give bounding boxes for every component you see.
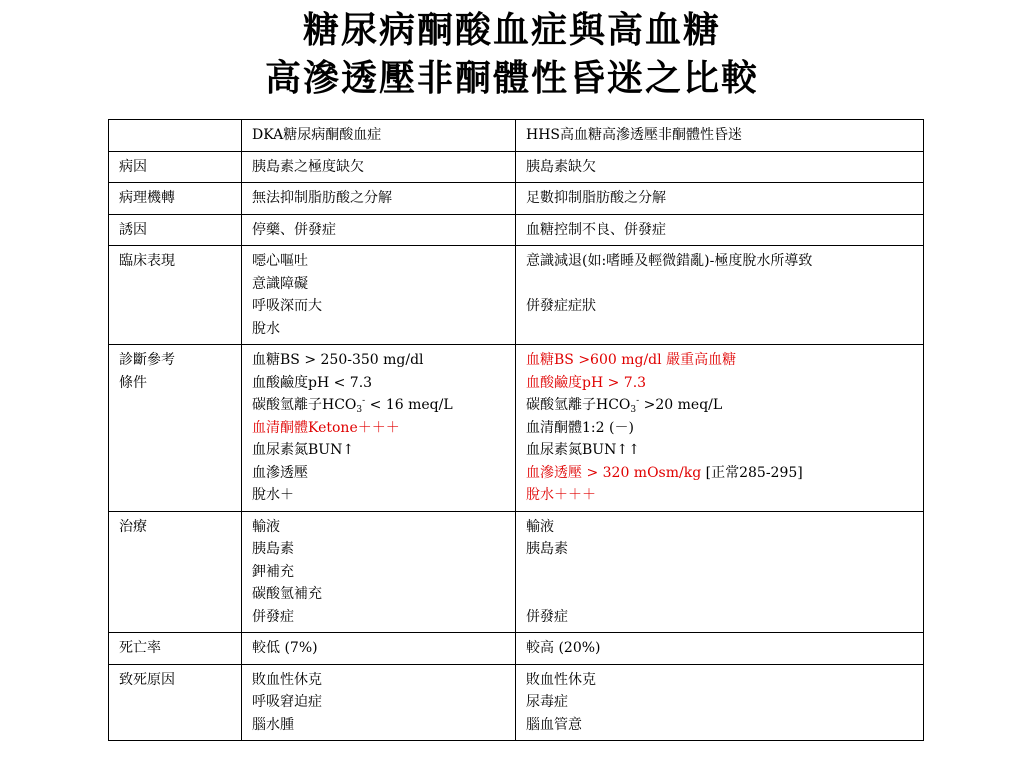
cell-text: 輸液 bbox=[526, 518, 554, 535]
cell-text: 腦血管意 bbox=[526, 716, 582, 733]
hhs-line bbox=[526, 187, 913, 210]
highlight-text: 脫水＋＋＋ bbox=[526, 487, 596, 503]
table-row bbox=[109, 664, 924, 741]
dka-line bbox=[252, 219, 505, 242]
hhs-cell bbox=[516, 511, 924, 633]
cell-text: 碳酸氫離子HCO bbox=[252, 397, 357, 413]
row-label-text: 死亡率 bbox=[119, 640, 161, 656]
hhs-line bbox=[526, 394, 913, 417]
hhs-line bbox=[526, 219, 913, 242]
cell-text: 鉀補充 bbox=[252, 563, 294, 580]
highlight-text: 血糖BS >600 mg/dl 嚴重高血糖 bbox=[526, 352, 737, 368]
hhs-line bbox=[526, 273, 913, 296]
hhs-line bbox=[526, 637, 913, 660]
table-row bbox=[109, 183, 924, 215]
table-row bbox=[109, 214, 924, 246]
dka-line bbox=[252, 516, 505, 539]
table-row bbox=[109, 246, 924, 345]
hhs-line bbox=[526, 606, 913, 629]
cell-text: 血滲透壓 bbox=[252, 464, 308, 481]
cell-text: 敗血性休克 bbox=[526, 671, 596, 688]
cell-text: 血清酮體1:2 (－) bbox=[526, 419, 634, 436]
table-row bbox=[109, 151, 924, 183]
cell-text: 意識障礙 bbox=[252, 275, 308, 292]
row-label-text: 條件 bbox=[119, 374, 147, 391]
row-label-cell bbox=[109, 214, 242, 246]
dka-line bbox=[252, 538, 505, 561]
row-label-cell bbox=[109, 183, 242, 215]
hhs-line bbox=[526, 372, 913, 395]
dka-cell bbox=[242, 511, 516, 633]
dka-line bbox=[252, 669, 505, 692]
comparison-table bbox=[108, 119, 924, 741]
hhs-line bbox=[526, 439, 913, 462]
highlight-text: 血清酮體Ketone＋＋＋ bbox=[252, 419, 400, 436]
dka-line bbox=[252, 250, 505, 273]
header-cell-hhs: HHS高血糖高滲透壓非酮體性昏迷 bbox=[516, 120, 924, 152]
cell-text: 血酸鹼度pH < 7.3 bbox=[252, 374, 373, 391]
cell-text: 胰島素之極度缺欠 bbox=[252, 158, 364, 175]
dka-line bbox=[252, 606, 505, 629]
cell-text: 胰島素 bbox=[252, 541, 294, 557]
title-line-1: 糖尿病酮酸血症與高血糖 bbox=[302, 9, 721, 51]
cell-text: 併發症 bbox=[526, 608, 568, 625]
dka-cell bbox=[242, 246, 516, 345]
cell-text: 血糖BS > 250-350 mg/dl bbox=[252, 352, 424, 368]
highlight-text: 血滲透壓 > 320 mOsm/kg bbox=[526, 464, 702, 481]
cell-text: >20 meq/L bbox=[639, 397, 723, 413]
cell-text: 輸液 bbox=[252, 518, 280, 535]
row-label-text: 病理機轉 bbox=[119, 190, 175, 206]
cell-text: 無法抑制脂肪酸之分解 bbox=[252, 190, 392, 206]
dka-line bbox=[252, 187, 505, 210]
hhs-line bbox=[526, 417, 913, 440]
dka-cell bbox=[242, 214, 516, 246]
hhs-line bbox=[526, 516, 913, 539]
row-label-text: 致死原因 bbox=[119, 671, 175, 688]
dka-cell bbox=[242, 664, 516, 741]
hhs-line bbox=[526, 484, 913, 507]
dka-cell bbox=[242, 183, 516, 215]
cell-text: 3 bbox=[356, 405, 363, 415]
dka-line bbox=[252, 462, 505, 485]
cell-text: 停藥、併發症 bbox=[252, 221, 336, 238]
hhs-cell bbox=[516, 345, 924, 512]
hhs-cell bbox=[516, 214, 924, 246]
table-header-row bbox=[109, 120, 924, 152]
dka-line bbox=[252, 484, 505, 507]
row-label-text: 誘因 bbox=[119, 221, 147, 238]
row-label-cell bbox=[109, 664, 242, 741]
cell-text: - bbox=[362, 396, 366, 406]
dka-cell bbox=[242, 151, 516, 183]
cell-text: 脫水＋ bbox=[252, 487, 294, 503]
row-label-text: 診斷參考 bbox=[119, 352, 175, 368]
hhs-cell bbox=[516, 246, 924, 345]
dka-line bbox=[252, 156, 505, 179]
row-label-cell bbox=[109, 633, 242, 665]
dka-line bbox=[252, 273, 505, 296]
cell-text: 呼吸深而大 bbox=[252, 298, 322, 314]
cell-text: 碳酸氫補充 bbox=[252, 586, 322, 602]
header-cell-dka: DKA糖尿病酮酸血症 bbox=[242, 120, 516, 152]
hhs-line bbox=[526, 462, 913, 485]
table-row bbox=[109, 511, 924, 633]
row-label-cell bbox=[109, 151, 242, 183]
cell-text: 較高 (20%) bbox=[526, 640, 601, 656]
table-row bbox=[109, 633, 924, 665]
dka-line bbox=[252, 394, 505, 417]
dka-cell bbox=[242, 345, 516, 512]
title-line-2: 高滲透壓非酮體性昏迷之比較 bbox=[264, 57, 759, 99]
hhs-line bbox=[526, 250, 913, 273]
cell-text: 呼吸窘迫症 bbox=[252, 694, 322, 710]
dka-line bbox=[252, 691, 505, 714]
highlight-text: 血酸鹼度pH > 7.3 bbox=[526, 374, 647, 391]
row-label-text: 治療 bbox=[119, 518, 147, 535]
cell-text: 尿毒症 bbox=[526, 694, 568, 710]
dka-line bbox=[252, 318, 505, 341]
hhs-line bbox=[526, 156, 913, 179]
comparison-table-body bbox=[109, 120, 924, 741]
hhs-line bbox=[526, 669, 913, 692]
hhs-line bbox=[526, 561, 913, 584]
dka-line bbox=[252, 561, 505, 584]
cell-text: 併發症 bbox=[252, 608, 294, 625]
dka-line bbox=[252, 372, 505, 395]
cell-text: 敗血性休克 bbox=[252, 671, 322, 688]
cell-text: 脫水 bbox=[252, 320, 280, 337]
cell-text: < 16 meq/L bbox=[365, 397, 453, 413]
cell-text: 噁心嘔吐 bbox=[252, 253, 308, 269]
dka-line bbox=[252, 295, 505, 318]
hhs-cell bbox=[516, 151, 924, 183]
hhs-line bbox=[526, 583, 913, 606]
dka-line bbox=[252, 349, 505, 372]
dka-line bbox=[252, 583, 505, 606]
cell-text: 血尿素氮BUN↑↑ bbox=[526, 442, 640, 458]
cell-text: 腦水腫 bbox=[252, 716, 294, 733]
hhs-line bbox=[526, 538, 913, 561]
hhs-cell bbox=[516, 664, 924, 741]
cell-text: 胰島素缺欠 bbox=[526, 158, 596, 175]
slide-title bbox=[0, 6, 1024, 102]
dka-line bbox=[252, 714, 505, 737]
cell-text: 血尿素氮BUN↑ bbox=[252, 442, 355, 458]
dka-line bbox=[252, 439, 505, 462]
hhs-line bbox=[526, 691, 913, 714]
cell-text: 胰島素 bbox=[526, 541, 568, 557]
hhs-cell bbox=[516, 633, 924, 665]
hhs-cell bbox=[516, 183, 924, 215]
row-label-cell bbox=[109, 246, 242, 345]
cell-text: 碳酸氫離子HCO bbox=[526, 397, 631, 413]
cell-text: [正常285-295] bbox=[701, 464, 803, 481]
dka-line bbox=[252, 417, 505, 440]
cell-text: 3 bbox=[630, 405, 637, 415]
cell-text: - bbox=[636, 396, 640, 406]
row-label-cell bbox=[109, 345, 242, 512]
cell-text: 足數抑制脂肪酸之分解 bbox=[526, 190, 666, 206]
row-label-cell bbox=[109, 511, 242, 633]
hhs-line bbox=[526, 349, 913, 372]
hhs-line bbox=[526, 714, 913, 737]
cell-text: 併發症症狀 bbox=[526, 298, 596, 314]
dka-line bbox=[252, 637, 505, 660]
row-label-text: 臨床表現 bbox=[119, 253, 175, 269]
cell-text: 意識減退(如:嗜睡及輕微錯亂)-極度脫水所導致 bbox=[526, 253, 813, 269]
header-cell-blank bbox=[109, 120, 242, 152]
table-row bbox=[109, 345, 924, 512]
cell-text: 較低 (7%) bbox=[252, 640, 318, 656]
dka-cell bbox=[242, 633, 516, 665]
row-label-text: 病因 bbox=[119, 158, 147, 175]
hhs-line bbox=[526, 295, 913, 318]
cell-text: 血糖控制不良、併發症 bbox=[526, 221, 666, 238]
